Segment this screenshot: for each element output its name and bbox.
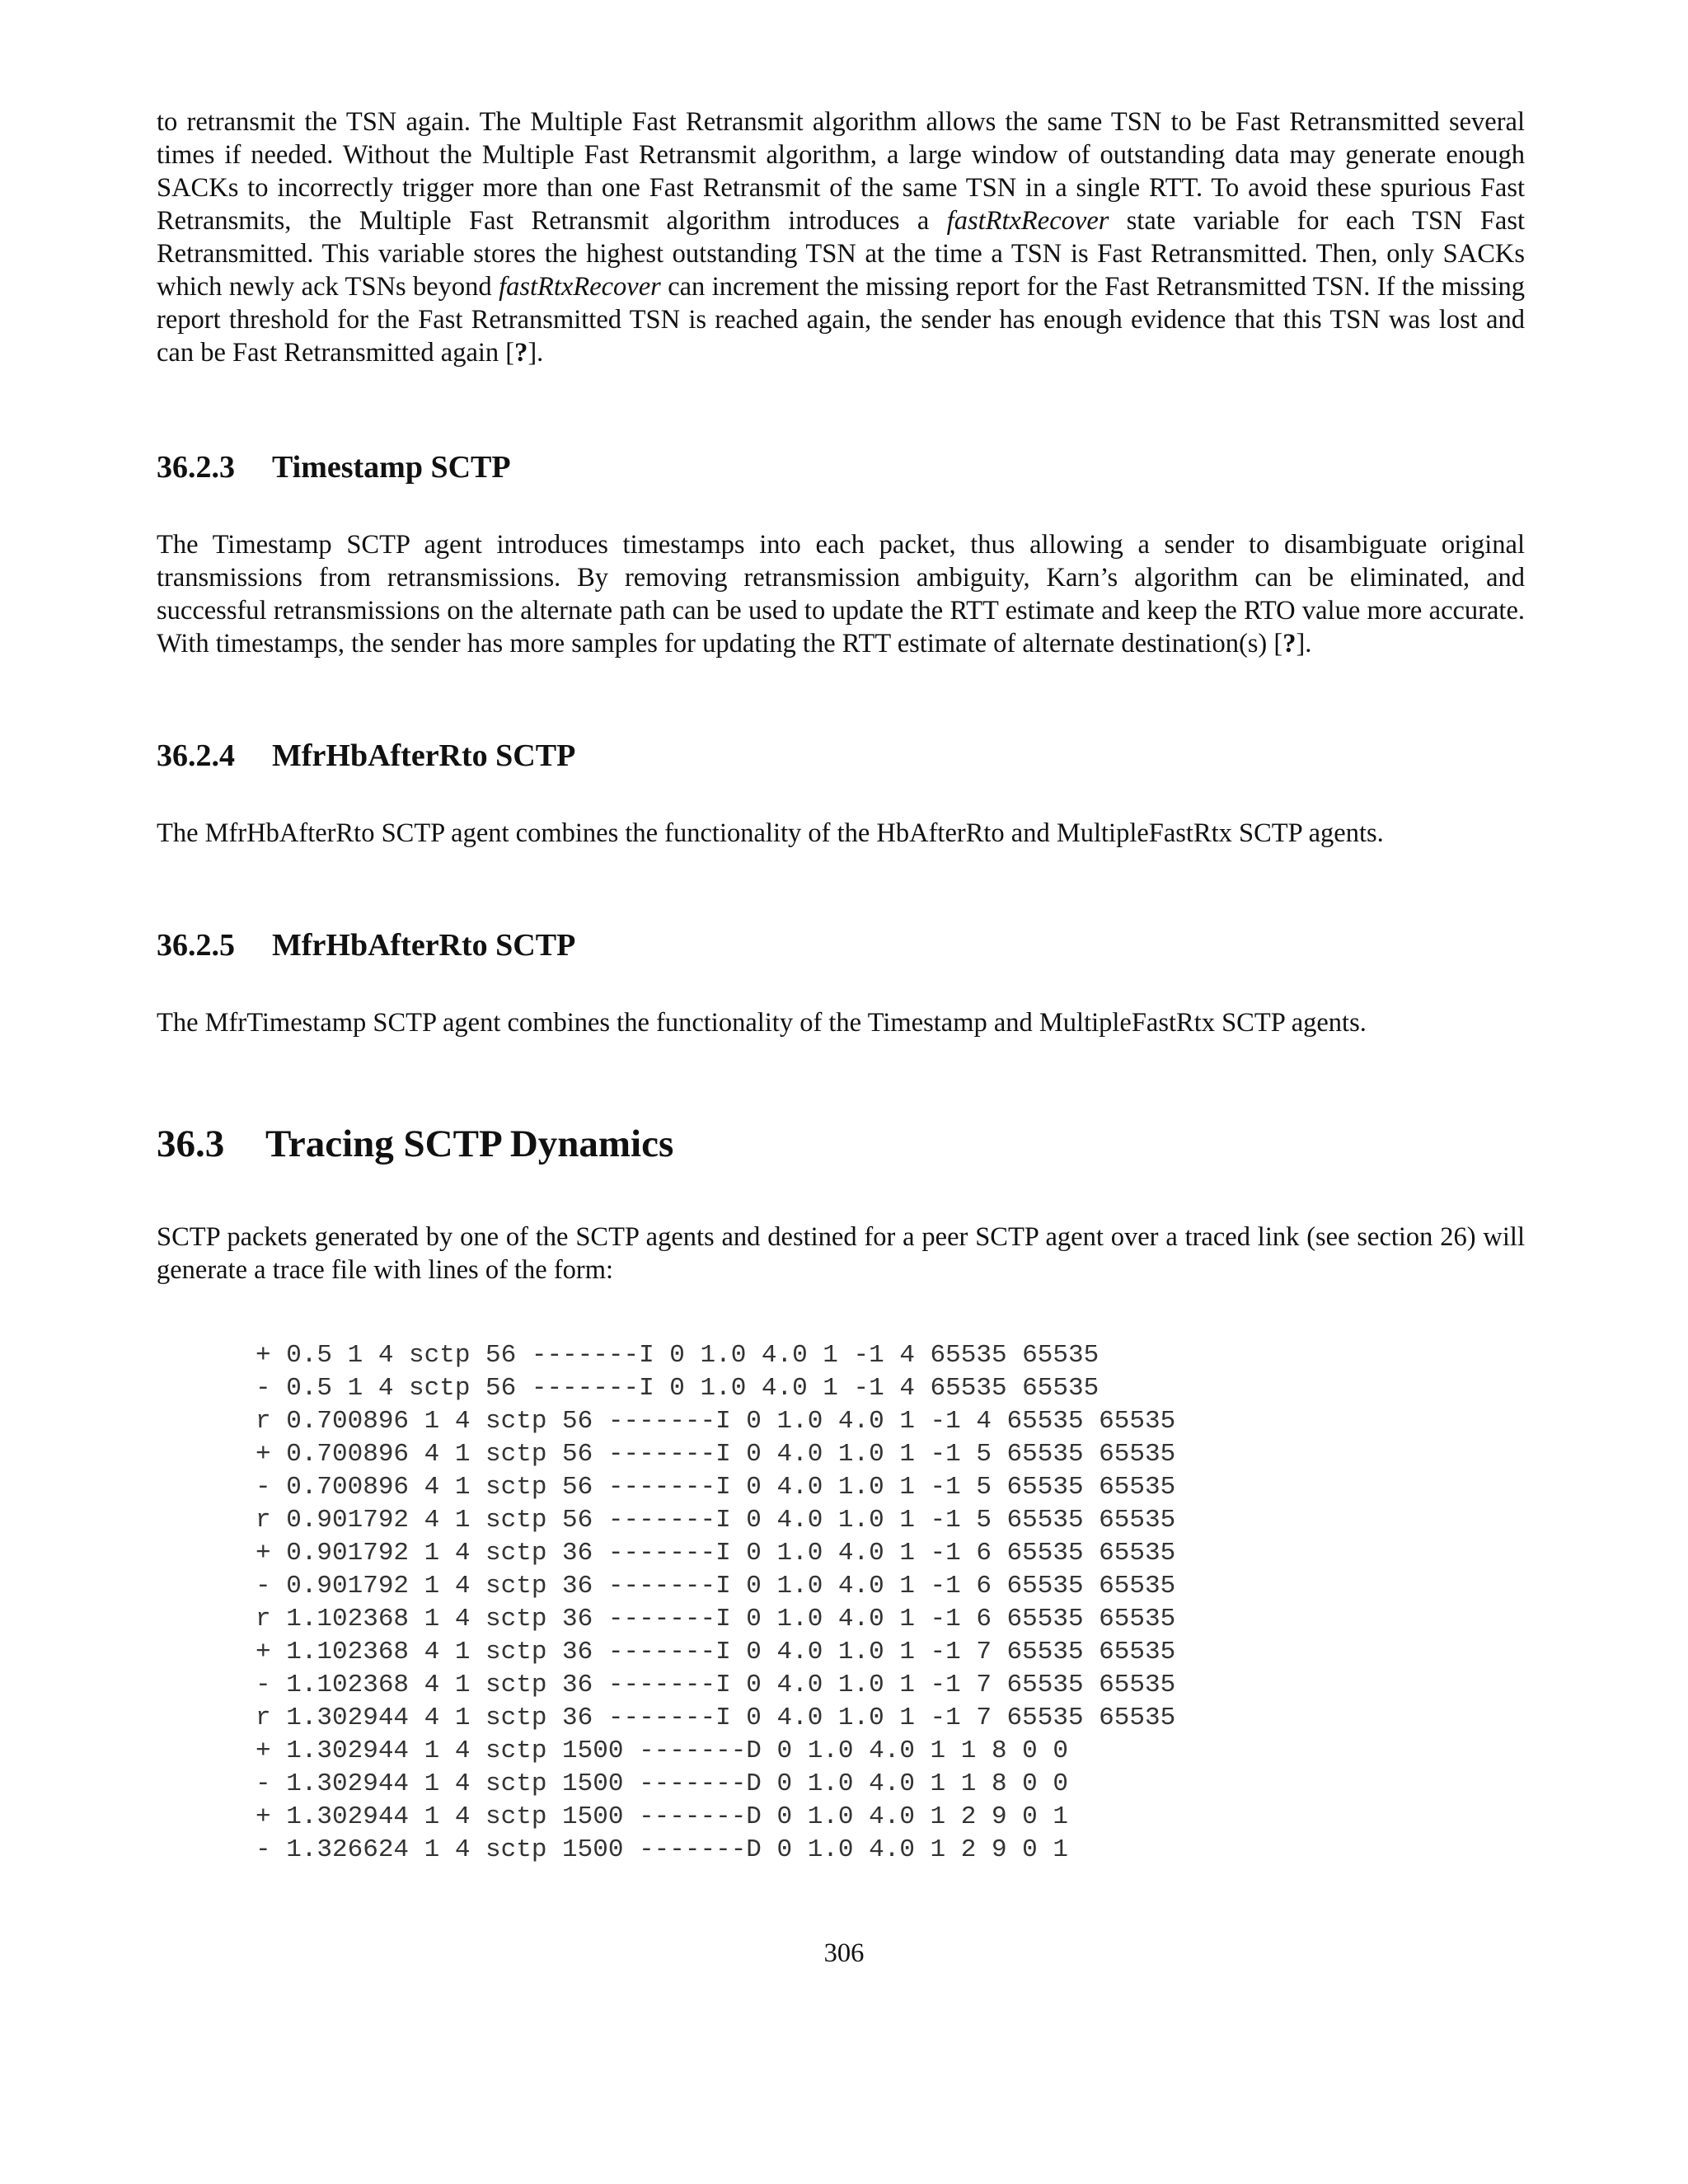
intro-variable-1: fastRtxRecover	[946, 206, 1109, 236]
page-number: 306	[823, 1938, 865, 1968]
trace-line: + 0.901792 1 4 sctp 36 -------I 0 1.0 4.0 1 -1 6 65535 65535	[256, 1539, 1176, 1568]
trace-line: + 1.102368 4 1 sctp 36 -------I 0 4.0 1.0 1 -1 7 65535 65535	[256, 1638, 1176, 1666]
citation-marker: ?	[514, 338, 528, 368]
intro-text-2: state variable for each TSN Fast Retransmitted. This variable stores the highest outstanding TSN at the time a TSN is Fast Retransmitted. Then, only SACKs which newly ack TSNs beyond	[157, 206, 1526, 302]
tracing-text: SCTP packets generated by one of the SCTP agents and destined for a peer SCTP agent over a traced link (see section 26) will generate a trace file with lines of the form:	[157, 1222, 1525, 1285]
mfrtimestamp-paragraph	[157, 1006, 1525, 1039]
timestamp-paragraph	[157, 528, 1525, 660]
trace-line: + 1.302944 1 4 sctp 1500 -------D 0 1.0 4.0 1 2 9 0 1	[256, 1802, 1068, 1831]
intro-paragraph	[157, 105, 1525, 369]
intro-text-1: to retransmit the TSN again. The Multiple Fast Retransmit algorithm allows the same TSN to be Fast Retransmitted several times if needed. Without the Multiple Fast Retransmit algorithm, a large window of outstanding data may generate enough SACKs to incorrectly trigger more than one Fast Retransmit of the same TSN in a single RTT. To avoid these spurious Fast Retransmits, the Multiple Fast Retransmit algorithm introduces a	[157, 107, 1525, 236]
mfrhbafterrto-paragraph	[157, 817, 1525, 850]
trace-line: - 1.302944 1 4 sctp 1500 -------D 0 1.0 4.0 1 1 8 0 0	[256, 1769, 1068, 1798]
section-number: 36.2.3	[157, 450, 235, 485]
trace-line: r 0.901792 4 1 sctp 56 -------I 0 4.0 1.0 1 -1 5 65535 65535	[256, 1506, 1176, 1535]
section-title: Tracing SCTP Dynamics	[265, 1122, 674, 1165]
section-title: MfrHbAfterRto SCTP	[272, 928, 576, 963]
mfrhbafterrto-text: The MfrHbAfterRto SCTP agent combines the functionality of the HbAfterRto and MultipleFastRtx SCTP agents.	[157, 818, 1384, 848]
trace-line: r 1.302944 4 1 sctp 36 -------I 0 4.0 1.0 1 -1 7 65535 65535	[256, 1704, 1176, 1732]
intro-text-3: can increment the missing report for the Fast Retransmitted TSN. If the missing report threshold for the Fast Retransmitted TSN is reached again, the sender has enough evidence that this TSN was lost and can be Fast Retransmitted again [	[157, 272, 1525, 368]
heading-mfrhbafterrto-sctp	[157, 738, 1525, 774]
timestamp-text-end: ].	[1296, 629, 1312, 658]
trace-line: - 1.102368 4 1 sctp 36 -------I 0 4.0 1.0 1 -1 7 65535 65535	[256, 1671, 1176, 1699]
tracing-paragraph	[157, 1221, 1525, 1286]
trace-line: + 1.302944 1 4 sctp 1500 -------D 0 1.0 4.0 1 1 8 0 0	[256, 1736, 1068, 1765]
section-number: 36.3	[157, 1122, 225, 1165]
trace-line: + 0.700896 4 1 sctp 56 -------I 0 4.0 1.0 1 -1 5 65535 65535	[256, 1440, 1176, 1469]
heading-timestamp-sctp	[157, 449, 1525, 485]
heading-mfrtimestamp-sctp	[157, 927, 1525, 963]
citation-marker: ?	[1282, 629, 1296, 658]
trace-line: - 1.326624 1 4 sctp 1500 -------D 0 1.0 4.0 1 2 9 0 1	[256, 1835, 1068, 1864]
trace-line: r 0.700896 1 4 sctp 56 -------I 0 1.0 4.0 1 -1 4 65535 65535	[256, 1407, 1176, 1436]
section-title: MfrHbAfterRto SCTP	[272, 738, 576, 773]
heading-tracing-sctp-dynamics	[157, 1122, 1525, 1166]
trace-line: + 0.5 1 4 sctp 56 -------I 0 1.0 4.0 1 -1 4 65535 65535	[256, 1341, 1100, 1370]
trace-line: - 0.901792 1 4 sctp 36 -------I 0 1.0 4.0 1 -1 6 65535 65535	[256, 1572, 1176, 1601]
trace-listing	[157, 1339, 1525, 1867]
page-content	[157, 105, 1525, 1867]
section-number: 36.2.4	[157, 738, 235, 773]
timestamp-text: The Timestamp SCTP agent introduces timestamps into each packet, thus allowing a sender to disambiguate original transmissions from retransmissions. By removing retransmission ambiguity, Karn’s algorithm can be eliminated, and successful retransmissions on the alternate path can be used to update the RTT estimate and keep the RTO value more accurate. With timestamps, the sender has more samples for updating the RTT estimate of alternate destination(s) [	[157, 530, 1525, 658]
trace-line: - 0.700896 4 1 sctp 56 -------I 0 4.0 1.0 1 -1 5 65535 65535	[256, 1473, 1176, 1502]
mfrtimestamp-text: The MfrTimestamp SCTP agent combines the functionality of the Timestamp and MultipleFastRtx SCTP agents.	[157, 1008, 1367, 1038]
section-number: 36.2.5	[157, 928, 235, 963]
intro-variable-2: fastRtxRecover	[499, 272, 661, 302]
trace-line: r 1.102368 1 4 sctp 36 -------I 0 1.0 4.0 1 -1 6 65535 65535	[256, 1605, 1176, 1633]
trace-line: - 0.5 1 4 sctp 56 -------I 0 1.0 4.0 1 -1 4 65535 65535	[256, 1374, 1100, 1403]
intro-text-end: ].	[528, 338, 544, 368]
section-title: Timestamp SCTP	[272, 450, 511, 485]
